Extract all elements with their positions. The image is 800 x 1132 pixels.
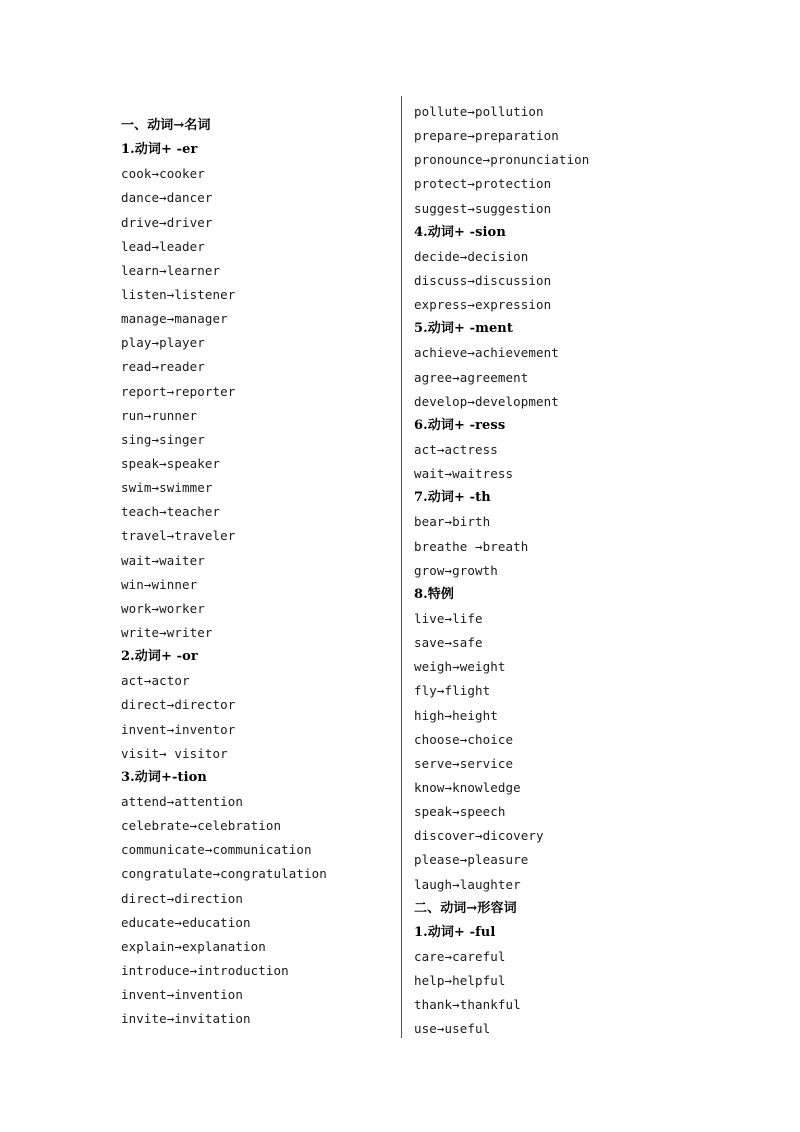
word-pair: listen→listener — [121, 286, 236, 302]
word-pair: lead→leader — [121, 238, 205, 254]
word-pair: communicate→communication — [121, 842, 312, 858]
word-pair: act→actress — [414, 441, 498, 457]
word-pair: discuss→discussion — [414, 272, 552, 288]
word-pair: act→actor — [121, 673, 190, 689]
word-pair: attend→attention — [121, 793, 244, 809]
rule-heading: 3.动词+-tion — [121, 769, 207, 785]
word-pair: agree→agreement — [414, 369, 529, 385]
column-divider — [401, 96, 402, 1038]
rule-heading: 4.动词+ -sion — [414, 224, 506, 240]
rule-heading: 8.特例 — [414, 586, 454, 602]
word-pair: please→pleasure — [414, 852, 529, 868]
word-pair: travel→traveler — [121, 528, 236, 544]
word-pair: educate→education — [121, 914, 251, 930]
word-pair: introduce→introduction — [121, 962, 289, 978]
word-pair: speak→speaker — [121, 455, 221, 471]
word-pair: run→runner — [121, 407, 198, 423]
word-pair: pronounce→pronunciation — [414, 152, 590, 168]
word-pair: speak→speech — [414, 804, 506, 820]
word-pair: wait→waiter — [121, 552, 205, 568]
word-pair: invent→inventor — [121, 721, 236, 737]
word-pair: decide→decision — [414, 248, 529, 264]
word-pair: congratulate→congratulation — [121, 866, 327, 882]
word-pair: serve→service — [414, 755, 514, 771]
word-pair: use→useful — [414, 1021, 491, 1037]
word-pair: invent→invention — [121, 987, 244, 1003]
word-pair: teach→teacher — [121, 504, 221, 520]
word-pair: express→expression — [414, 297, 552, 313]
rule-heading: 6.动词+ -ress — [414, 417, 506, 433]
word-pair: pollute→pollution — [414, 104, 544, 119]
rule-heading: 2.动词+ -or — [121, 649, 198, 665]
word-pair: laugh→laughter — [414, 876, 521, 892]
word-pair: protect→protection — [414, 176, 552, 192]
word-pair: celebrate→celebration — [121, 818, 282, 834]
rule-heading: 1.动词+ -er — [121, 142, 198, 158]
word-pair: know→knowledge — [414, 779, 521, 795]
word-pair: drive→driver — [121, 214, 213, 230]
word-pair: discover→dicovery — [414, 828, 544, 844]
word-pair: prepare→preparation — [414, 128, 559, 144]
word-pair: save→safe — [414, 635, 483, 651]
rule-heading: 7.动词+ -th — [414, 490, 491, 506]
word-pair: achieve→achievement — [414, 345, 559, 361]
word-pair: dance→dancer — [121, 190, 213, 206]
word-pair: suggest→suggestion — [414, 200, 552, 216]
word-pair: develop→development — [414, 393, 559, 409]
word-pair: direct→director — [121, 697, 236, 713]
left-column — [121, 114, 391, 1031]
word-pair: fly→flight — [414, 683, 491, 699]
word-pair: thank→thankful — [414, 997, 521, 1013]
word-pair: play→player — [121, 335, 205, 351]
word-pair: care→careful — [414, 948, 506, 964]
word-pair: choose→choice — [414, 731, 514, 747]
word-pair: win→winner — [121, 576, 198, 592]
section-title: 一、动词→名词 — [121, 118, 211, 133]
word-pair: manage→manager — [121, 311, 228, 327]
word-pair: visit→ visitor — [121, 745, 228, 761]
word-pair: weigh→weight — [414, 659, 506, 675]
word-pair: help→helpful — [414, 973, 506, 989]
word-pair: write→writer — [121, 624, 213, 640]
word-pair: swim→swimmer — [121, 480, 213, 496]
section-title: 二、动词→形容词 — [414, 900, 517, 916]
word-pair: wait→waitress — [414, 466, 514, 482]
word-pair: explain→explanation — [121, 938, 266, 954]
rule-heading: 5.动词+ -ment — [414, 321, 513, 337]
word-pair: breathe →breath — [414, 538, 529, 554]
word-pair: report→reporter — [121, 383, 236, 399]
word-pair: cook→cooker — [121, 166, 205, 182]
word-pair: direct→direction — [121, 890, 244, 906]
rule-heading: 1.动词+ -ful — [414, 924, 496, 940]
word-pair: sing→singer — [121, 431, 205, 447]
word-pair: read→reader — [121, 359, 205, 375]
word-pair: work→worker — [121, 600, 205, 616]
word-pair: high→height — [414, 707, 498, 723]
word-pair: invite→invitation — [121, 1011, 251, 1027]
word-pair: grow→growth — [414, 562, 498, 578]
right-column — [414, 100, 714, 1041]
word-pair: bear→birth — [414, 514, 491, 530]
word-pair: live→life — [414, 610, 483, 626]
word-pair: learn→learner — [121, 262, 221, 278]
